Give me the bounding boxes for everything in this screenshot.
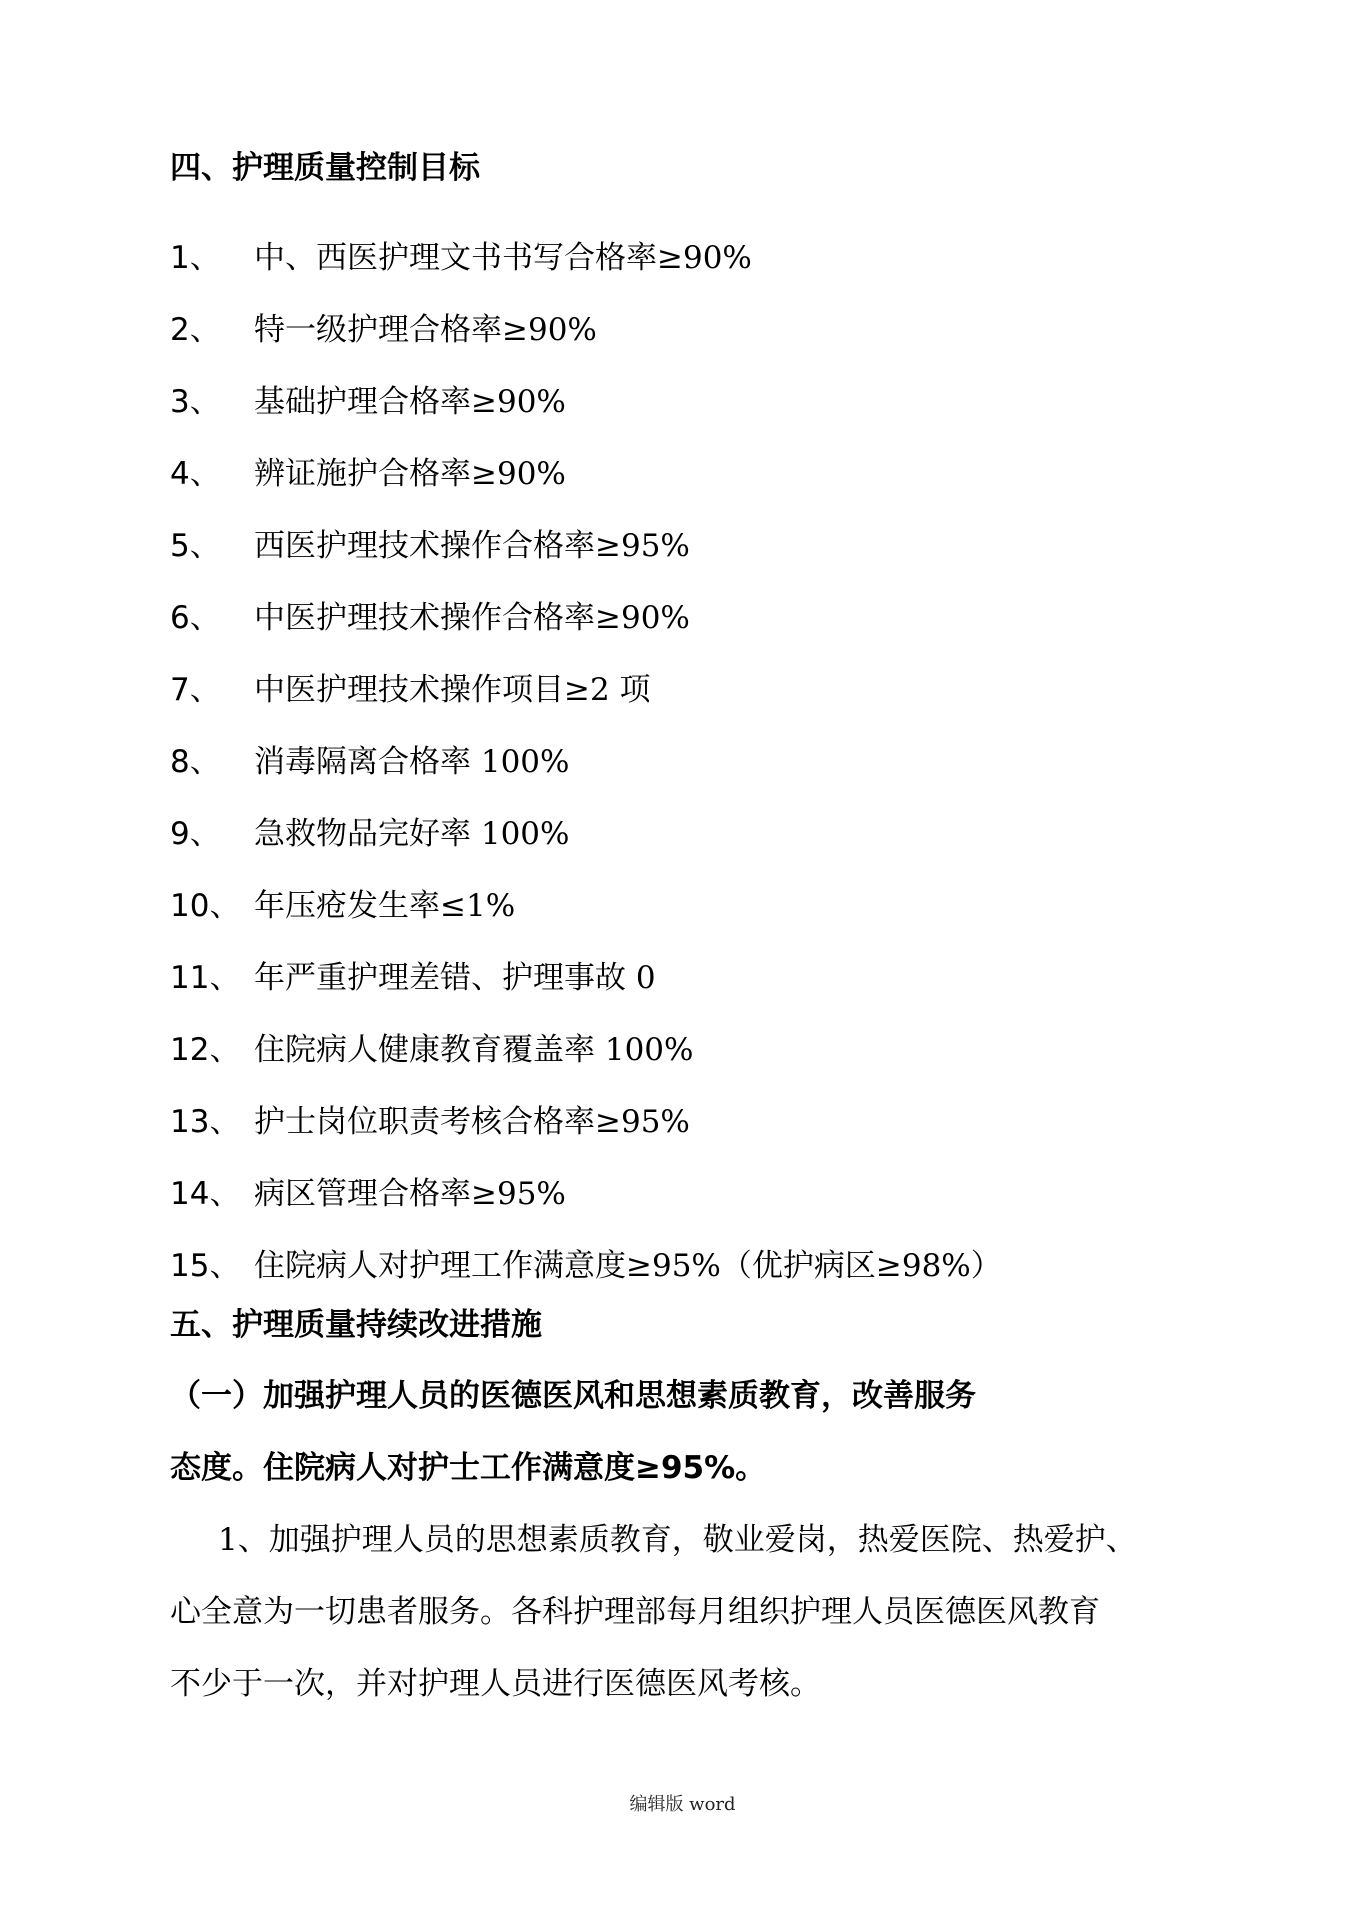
item-text: 中医护理技术操作合格率≥90% xyxy=(254,599,690,636)
item-number: 7、 xyxy=(170,671,221,708)
item-text: 护士岗位职责考核合格率≥95% xyxy=(254,1103,690,1140)
item-number: 6、 xyxy=(170,599,221,636)
item-number: 1、 xyxy=(170,239,221,276)
section-five-heading: 五、护理质量持续改进措施 xyxy=(170,1307,542,1343)
item-number: 10、 xyxy=(170,887,241,924)
list-item xyxy=(170,578,1002,650)
list-item xyxy=(170,938,1002,1010)
item-text: 消毒隔离合格率 100% xyxy=(254,743,570,780)
list-item xyxy=(170,1010,1002,1082)
paragraph-line: 心全意为一切患者服务。各科护理部每月组织护理人员医德医风教育 xyxy=(170,1594,1100,1630)
list-item xyxy=(170,506,1002,578)
subsection-one-heading-line1: （一）加强护理人员的医德医风和思想素质教育，改善服务 xyxy=(170,1378,976,1414)
item-number: 5、 xyxy=(170,527,221,564)
item-number: 4、 xyxy=(170,455,221,492)
item-text: 辨证施护合格率≥90% xyxy=(254,455,566,492)
item-text: 西医护理技术操作合格率≥95% xyxy=(254,527,690,564)
item-number: 12、 xyxy=(170,1031,241,1068)
paragraph-line: 1、加强护理人员的思想素质教育，敬业爱岗，热爱医院、热爱护、 xyxy=(218,1522,1137,1558)
item-text: 年压疮发生率≤1% xyxy=(254,887,516,924)
list-item xyxy=(170,362,1002,434)
item-number: 14、 xyxy=(170,1175,241,1212)
list-item xyxy=(170,1082,1002,1154)
list-item xyxy=(170,866,1002,938)
list-item xyxy=(170,1226,1002,1298)
item-text: 基础护理合格率≥90% xyxy=(254,383,566,420)
item-number: 3、 xyxy=(170,383,221,420)
item-text: 年严重护理差错、护理事故 0 xyxy=(254,959,656,996)
item-text: 住院病人健康教育覆盖率 100% xyxy=(254,1031,694,1068)
list-item xyxy=(170,434,1002,506)
item-text: 特一级护理合格率≥90% xyxy=(254,311,597,348)
list-item xyxy=(170,722,1002,794)
list-item xyxy=(170,1154,1002,1226)
item-text: 病区管理合格率≥95% xyxy=(254,1175,566,1212)
item-number: 11、 xyxy=(170,959,241,996)
list-item xyxy=(170,650,1002,722)
item-number: 9、 xyxy=(170,815,221,852)
item-text: 急救物品完好率 100% xyxy=(254,815,570,852)
item-number: 8、 xyxy=(170,743,221,780)
item-number: 13、 xyxy=(170,1103,241,1140)
quality-target-list xyxy=(170,218,1002,1298)
paragraph-line: 不少于一次，并对护理人员进行医德医风考核。 xyxy=(170,1666,821,1702)
item-text: 住院病人对护理工作满意度≥95%（优护病区≥98%） xyxy=(254,1247,1002,1284)
list-item xyxy=(170,218,1002,290)
item-text: 中、西医护理文书书写合格率≥90% xyxy=(254,239,752,276)
subsection-one-heading-line2: 态度。住院病人对护士工作满意度≥95%。 xyxy=(170,1450,767,1486)
page-footer: 编辑版 word xyxy=(629,1794,736,1815)
item-number: 2、 xyxy=(170,311,221,348)
list-item xyxy=(170,290,1002,362)
list-item xyxy=(170,794,1002,866)
item-number: 15、 xyxy=(170,1247,241,1284)
section-four-heading: 四、护理质量控制目标 xyxy=(170,150,480,186)
item-text: 中医护理技术操作项目≥2 项 xyxy=(254,671,651,708)
